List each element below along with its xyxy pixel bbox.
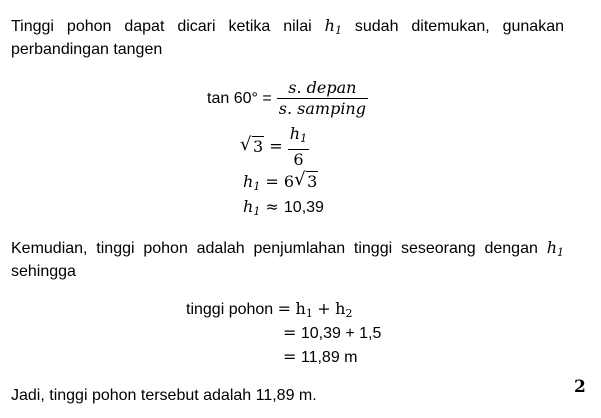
equals-sign: =: [283, 347, 297, 366]
conclusion: Jadi, tinggi pohon tersebut adalah 11,89 m.: [11, 387, 317, 404]
h1-variable: $h_1$: [324, 16, 342, 37]
calc-line-2: [283, 322, 381, 345]
page-number: 2: [574, 377, 586, 397]
calc-sum: 10,39 + 1,5: [300, 325, 382, 342]
calc-lhs: tinggi pohon: [186, 301, 274, 318]
tan-fraction: [277, 78, 368, 119]
intro-line-2: perbandingan tangen: [11, 41, 163, 58]
h1-over-6-fraction: [288, 124, 309, 170]
tan-lhs: tan 60° =: [207, 90, 272, 107]
equation-sqrt3: [240, 124, 309, 170]
calc-result: 11,89 m: [300, 349, 358, 366]
equation-h1-exact: [243, 171, 318, 198]
h2-term: $h_2$: [335, 299, 353, 320]
h1-variable: $h_1$: [546, 238, 564, 259]
equation-h1-approx: [243, 196, 324, 223]
h1-variable: $h_1$: [243, 197, 261, 218]
coefficient: 6: [283, 172, 295, 191]
sqrt3-term: √ 3: [294, 169, 318, 191]
intro-text-b: sudah ditemukan, gunakan: [354, 18, 564, 35]
equals-sign: =: [277, 299, 292, 318]
fraction-numerator: $h_1$: [289, 124, 308, 145]
equals-sign: =: [283, 323, 297, 342]
approx-sign: ≈: [265, 197, 279, 216]
tan-numerator: s. depan: [288, 78, 357, 97]
calc-line-3: [283, 346, 357, 369]
equals-sign: =: [265, 172, 279, 191]
fraction-denominator: 6: [288, 149, 309, 170]
sqrt3-lhs: √ 3: [240, 133, 264, 156]
h1-term: $h_1$: [295, 299, 313, 320]
equation-tan: [207, 78, 368, 119]
calc-line-1: [186, 298, 352, 325]
paragraph2-text: Kemudian, tinggi pohon adalah penjumlahan tinggi seseorang dengan: [11, 240, 538, 257]
equals-sign: =: [269, 136, 283, 156]
tan-denominator: s. samping: [278, 99, 366, 118]
plus-sign: +: [317, 299, 331, 318]
h1-variable: $h_1$: [243, 172, 261, 193]
h1-value: 10,39: [283, 199, 324, 216]
paragraph2-line-2: sehingga: [11, 263, 76, 280]
intro-text-a: Tinggi pohon dapat dicari ketika nilai: [11, 18, 312, 35]
